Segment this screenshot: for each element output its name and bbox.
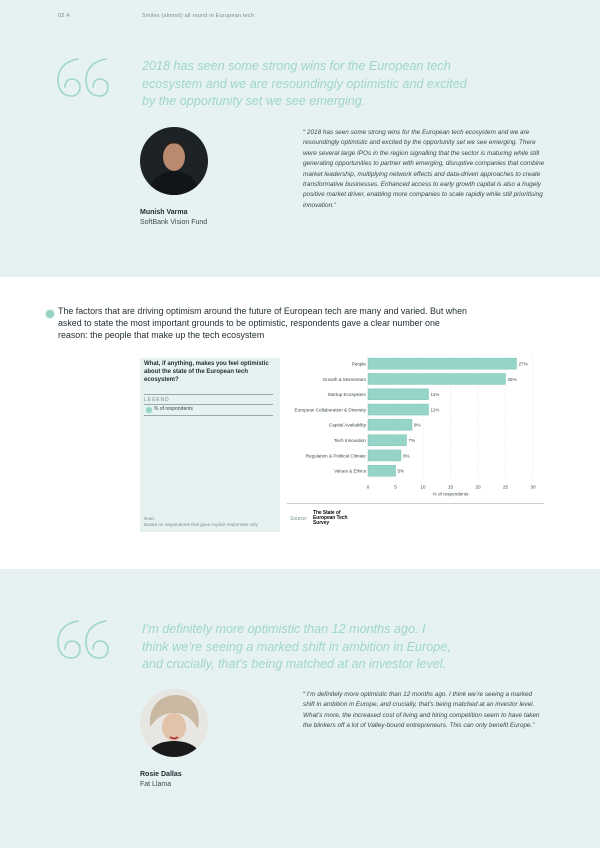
page-number: 02.4	[58, 13, 70, 19]
category-label: Capital Availability	[329, 422, 366, 428]
divider	[144, 404, 273, 405]
chart-info-panel	[140, 358, 280, 532]
avatar-rosie-dallas	[140, 689, 208, 757]
value-label: 8%	[414, 422, 421, 428]
bar	[368, 389, 429, 400]
quote-mark-icon	[56, 58, 110, 98]
note-text: Based on respondents that gave explicit responses only	[144, 522, 258, 527]
bar	[368, 450, 401, 461]
bullet-dot-icon	[45, 309, 55, 319]
bar	[368, 419, 412, 430]
legend-swatch-icon	[145, 406, 153, 414]
quote-body-1: “ 2018 has seen some strong wins for the European tech ecosystem and we are resoundingly optimistic and excited by the opportunity set we see emerging. There were several large IPOs in the region signalling that the sector is maturing while still generating opportunities to partner with emerging, disruptive companies that combine market leadership, multiplying network effects and data-driven approaches to create transformative businesses. Enhanced access to early growth capital is also a hugely positive market driver, enabling more companies to scale rapidly while still prioritising innovation.”	[303, 129, 545, 209]
value-label: 7%	[408, 437, 416, 443]
category-label: European Collaboration & Diversity	[294, 407, 366, 413]
source-label: Source:	[290, 516, 308, 522]
legend-title: LEGEND	[144, 397, 170, 403]
value-label: 25%	[507, 376, 517, 382]
category-label: Growth & Momentum	[322, 376, 366, 382]
divider	[144, 394, 273, 395]
person-name: Munish Varma	[140, 209, 188, 216]
legend-item-label: % of respondents	[154, 406, 193, 412]
bar	[368, 465, 396, 476]
note-label: Note:	[144, 516, 155, 521]
bar	[368, 373, 506, 384]
tick-label: 15	[447, 484, 454, 490]
state-of-european-tech-logo: The State of European Tech Survey	[313, 510, 348, 526]
chart-question: What, if anything, makes you feel optimistic about the state of the European tech ecosystem?	[144, 361, 269, 384]
person-name: Rosie Dallas	[140, 771, 182, 778]
value-label: 11%	[430, 407, 440, 413]
person-organization: SoftBank Vision Fund	[140, 219, 208, 226]
bar	[368, 435, 407, 446]
tick-label: 5	[394, 484, 397, 490]
value-label: 5%	[397, 468, 405, 474]
bar-chart	[285, 352, 547, 502]
bar	[368, 358, 517, 369]
quote-body-2: “ I’m definitely more optimistic than 12 months ago. I think we’re seeing a marked shift in ambition in Europe, and crucially, that’s being matched at an investor level. What’s more, the increased cost of living and hiring competition seem to have taken the blinkers off a lot of Valley-bound entrepreneurs. This can only benefit Europe.”	[303, 691, 540, 730]
category-label: Values & Ethics	[334, 468, 366, 474]
category-label: Tech Innovation	[333, 437, 366, 443]
avatar-munish-varma	[140, 127, 208, 195]
value-label: 6%	[403, 453, 410, 459]
intro-paragraph: The factors that are driving optimism around the future of European tech are many and varied. But when asked to state the most important grounds to be optimistic, respondents gave a clear number one reason: the people that make up the tech ecosystem	[58, 306, 467, 341]
tick-label: 10	[420, 484, 426, 490]
quote-mark-icon	[56, 620, 110, 660]
category-label: Regulation & Political Climate	[305, 453, 366, 459]
divider	[144, 415, 273, 416]
bar	[368, 404, 429, 415]
tick-label: 20	[475, 484, 481, 490]
x-axis-label: % of respondents	[432, 491, 469, 497]
category-label: Startup Ecosystem	[327, 392, 366, 398]
divider	[287, 503, 544, 504]
headline-quote-2: I’m definitely more optimistic than 12 months ago. I think we’re seeing a marked shift in ambition in Europe, and crucially, that’s being matched at an investor level.	[142, 622, 451, 671]
tick-label: 25	[502, 484, 509, 490]
value-label: 11%	[430, 392, 440, 398]
category-label: People	[351, 361, 366, 367]
tick-label: 0	[366, 484, 370, 490]
value-label: 27%	[518, 361, 528, 367]
tick-label: 30	[530, 484, 536, 490]
section-title: Smiles (almost) all round in European tech	[142, 13, 255, 19]
person-organization: Fat Llama	[140, 781, 172, 788]
headline-quote-1: 2018 has seen some strong wins for the European tech ecosystem and we are resoundingly optimistic and excited by the opportunity set we see emerging.	[142, 59, 467, 108]
